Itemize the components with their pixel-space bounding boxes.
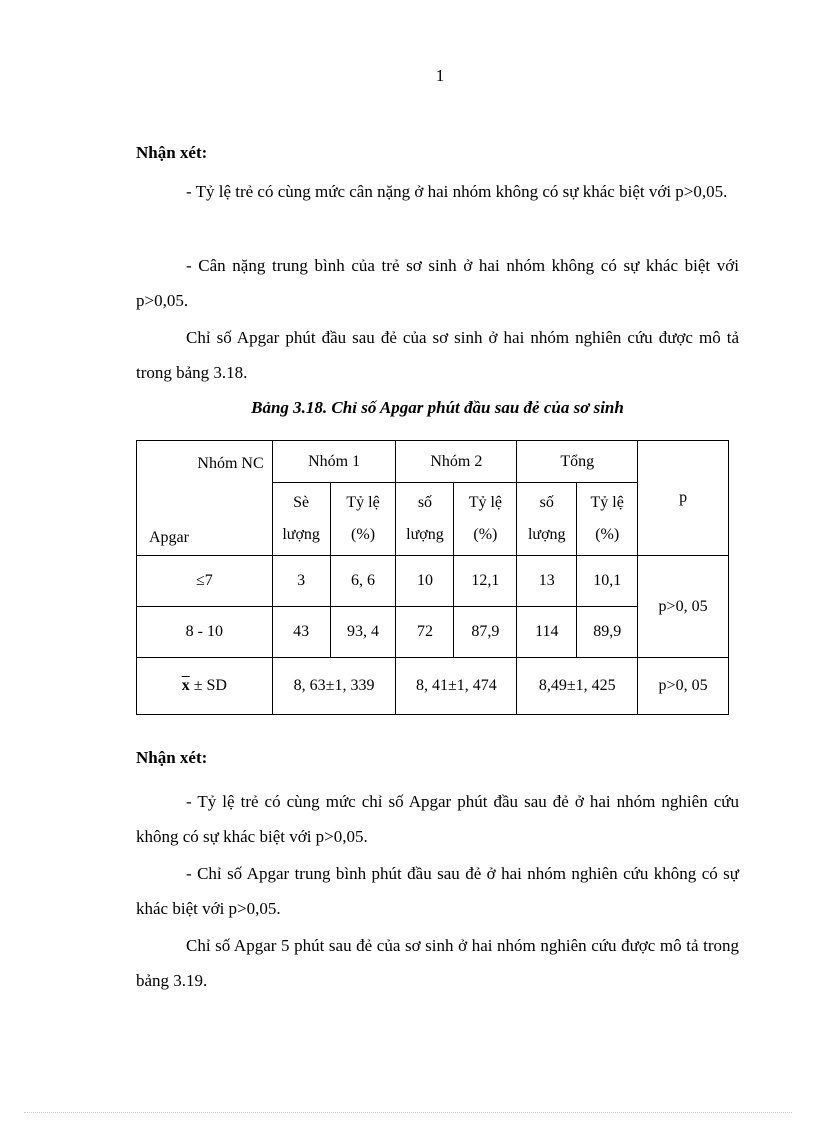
sub-header: số lượng bbox=[396, 483, 454, 556]
table-cell: 43 bbox=[272, 607, 330, 658]
paragraph: - Cân nặng trung bình của trẻ sơ sinh ở hai nhóm không có sự khác biệt với p>0,05. bbox=[136, 256, 739, 310]
group-header: Nhóm 2 bbox=[396, 441, 517, 483]
page-number: 1 bbox=[435, 66, 445, 85]
paragraph: - Chỉ số Apgar trung bình phút đầu sau đẻ ở hai nhóm nghiên cứu không có sự khác biệt với p>0,05. bbox=[136, 864, 739, 918]
corner-bottom-label: Apgar bbox=[149, 529, 189, 546]
mean-label-rest: ± SD bbox=[189, 677, 227, 694]
table-cell: 89,9 bbox=[577, 607, 638, 658]
table-cell: 10 bbox=[396, 556, 454, 607]
row-label: 8 - 10 bbox=[137, 607, 273, 658]
paragraph: Chỉ số Apgar phút đầu sau đẻ của sơ sinh ở hai nhóm nghiên cứu được mô tả trong bảng 3.18. bbox=[136, 328, 739, 382]
group-header: Nhóm 1 bbox=[272, 441, 396, 483]
table-header-row bbox=[137, 441, 729, 483]
table-cell: 93, 4 bbox=[330, 607, 396, 658]
table-cell: 8,49±1, 425 bbox=[517, 658, 638, 715]
table-cell: 3 bbox=[272, 556, 330, 607]
corner-top-label: Nhóm NC bbox=[197, 455, 264, 472]
p-header: p bbox=[638, 441, 729, 556]
sub-header: số lượng bbox=[517, 483, 577, 556]
paragraph: Chỉ số Apgar 5 phút sau đẻ của sơ sinh ở hai nhóm nghiên cứu được mô tả trong bảng 3.19. bbox=[136, 936, 739, 990]
apgar-table bbox=[136, 440, 729, 715]
p-value-cell: p>0, 05 bbox=[638, 556, 729, 658]
sub-header: Tỷ lệ (%) bbox=[330, 483, 396, 556]
paragraph: - Tỷ lệ trẻ có cùng mức cân nặng ở hai nhóm không có sự khác biệt với p>0,05. bbox=[186, 182, 728, 201]
table-cell: 114 bbox=[517, 607, 577, 658]
x-bar-symbol: $\overline{x}$ bbox=[181, 677, 190, 694]
table-cell: 8, 41±1, 474 bbox=[396, 658, 517, 715]
page-bottom-divider bbox=[24, 1112, 792, 1113]
row-label: ≤7 bbox=[137, 556, 273, 607]
group-header: Tổng bbox=[517, 441, 638, 483]
table-cell: 87,9 bbox=[454, 607, 517, 658]
table-corner-cell bbox=[137, 441, 273, 556]
table-cell: 72 bbox=[396, 607, 454, 658]
sub-header: Sè lượng bbox=[272, 483, 330, 556]
sub-header: Tỷ lệ (%) bbox=[454, 483, 517, 556]
section-heading: Nhận xét: bbox=[136, 143, 208, 162]
table-caption: Bảng 3.18. Chỉ số Apgar phút đầu sau đẻ của sơ sinh bbox=[251, 398, 624, 417]
table-mean-row bbox=[137, 658, 729, 715]
table-row bbox=[137, 556, 729, 607]
table-cell: 6, 6 bbox=[330, 556, 396, 607]
paragraph: - Tỷ lệ trẻ có cùng mức chỉ số Apgar phút đầu sau đẻ ở hai nhóm nghiên cứu không có sự khác biệt với p>0,05. bbox=[136, 792, 739, 846]
section-heading: Nhận xét: bbox=[136, 748, 208, 767]
sub-header: Tỷ lệ (%) bbox=[577, 483, 638, 556]
table-cell: 10,1 bbox=[577, 556, 638, 607]
table-cell: 8, 63±1, 339 bbox=[272, 658, 396, 715]
p-value-cell: p>0, 05 bbox=[638, 658, 729, 715]
table-cell: 12,1 bbox=[454, 556, 517, 607]
mean-row-label bbox=[137, 658, 273, 715]
table-cell: 13 bbox=[517, 556, 577, 607]
